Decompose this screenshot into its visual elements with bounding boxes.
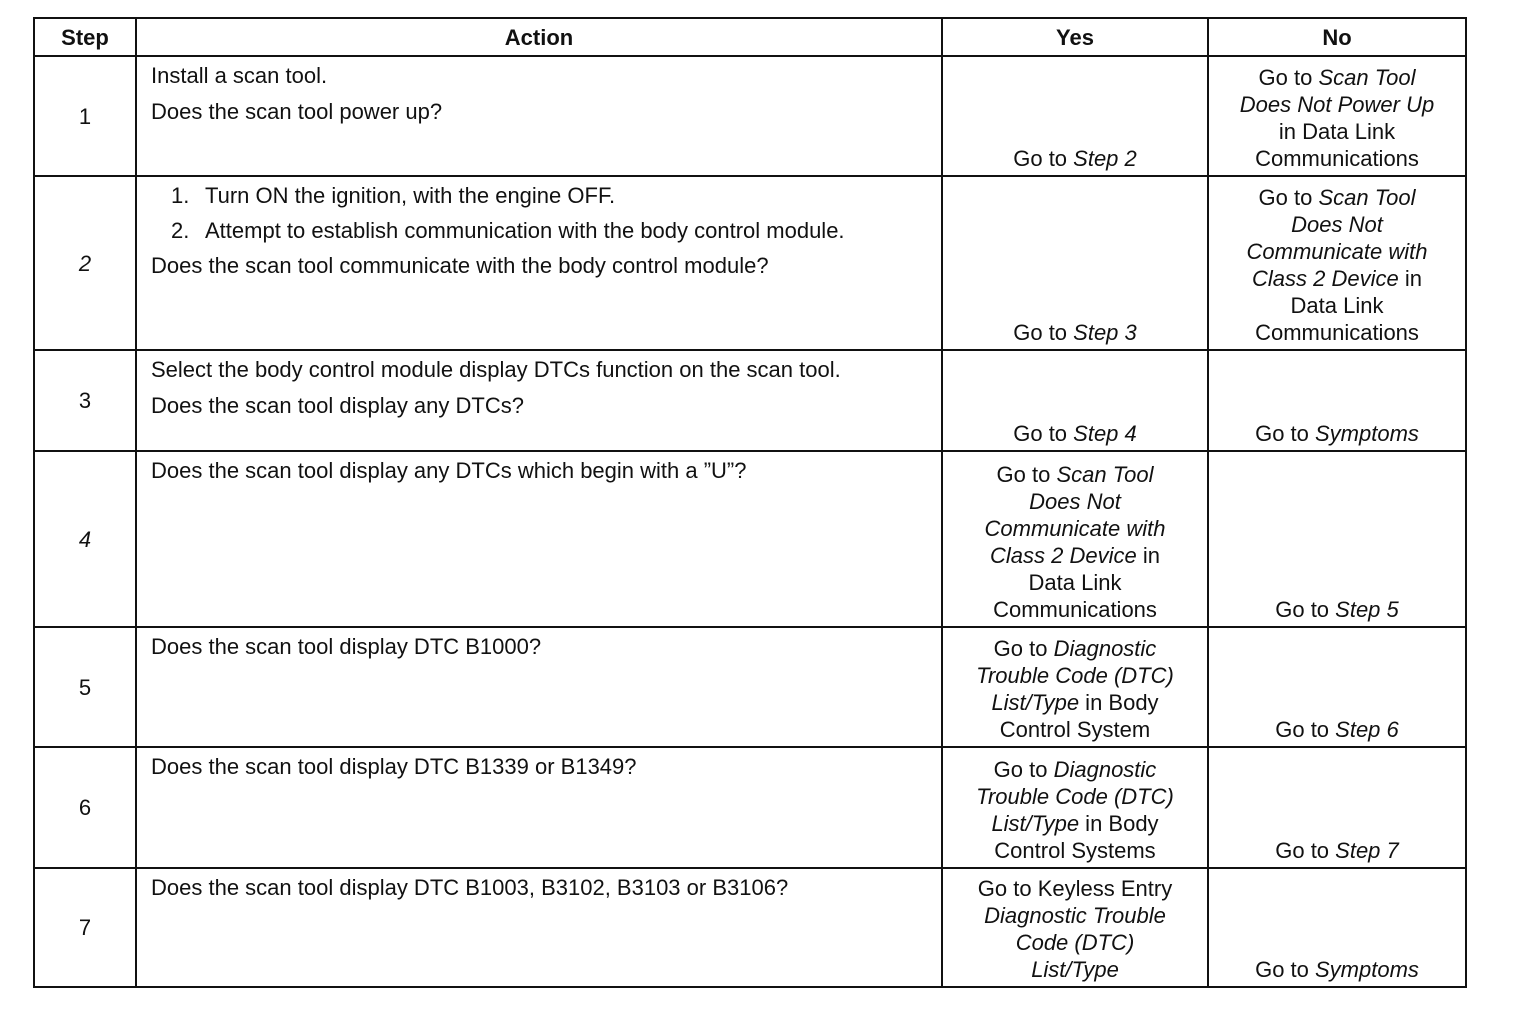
yes-cell [942, 56, 1208, 176]
action-text: Install a scan tool. [151, 63, 328, 88]
step-number: 7 [34, 868, 136, 987]
no-prefix: Go to [1275, 597, 1336, 622]
no-cell [1208, 627, 1466, 747]
no-link[interactable]: Scan Tool [1318, 185, 1416, 210]
yes-link-cont[interactable]: Trouble Code (DTC) [976, 663, 1174, 688]
diagnostic-table [33, 17, 1467, 988]
header-no: No [1208, 18, 1466, 56]
yes-cell [942, 350, 1208, 451]
no-prefix: Go to [1255, 957, 1315, 982]
yes-link[interactable]: Step 4 [1073, 421, 1137, 446]
yes-suffix: Data Link [1028, 570, 1122, 595]
no-link[interactable]: Step 5 [1335, 597, 1399, 622]
action-cell [136, 747, 942, 868]
table-row [34, 868, 1466, 987]
yes-cell [942, 627, 1208, 747]
no-link-cont[interactable]: Communicate with [1246, 239, 1428, 264]
no-link[interactable]: Symptoms [1315, 421, 1419, 446]
no-prefix: Go to [1255, 421, 1315, 446]
action-text: Select the body control module display DTCs function on the scan tool. [151, 357, 841, 382]
yes-link-cont[interactable]: Communicate with [984, 516, 1166, 541]
header-step: Step [34, 18, 136, 56]
step-number: 4 [34, 451, 136, 627]
yes-link-cont[interactable]: Code (DTC) [1015, 930, 1135, 955]
no-link[interactable]: Step 7 [1335, 838, 1399, 863]
no-link[interactable]: Step 6 [1335, 717, 1399, 742]
yes-link-cont[interactable]: List/Type [991, 811, 1080, 836]
yes-suffix: Control Systems [994, 838, 1156, 863]
step-number: 1 [34, 56, 136, 176]
step-number: 3 [34, 350, 136, 451]
action-list [151, 182, 929, 244]
table-row [34, 747, 1466, 868]
action-cell [136, 56, 942, 176]
no-cell [1208, 868, 1466, 987]
no-link-cont[interactable]: Class 2 Device [1252, 266, 1399, 291]
action-list-item: 1. Turn ON the ignition, with the engine OFF. [171, 183, 616, 208]
yes-link[interactable]: Step 2 [1073, 146, 1137, 171]
no-suffix: in Data Link [1278, 119, 1396, 144]
table-row [34, 350, 1466, 451]
action-question: Does the scan tool display DTC B1000? [151, 634, 542, 659]
no-prefix: Go to [1275, 838, 1336, 863]
header-yes: Yes [942, 18, 1208, 56]
no-prefix: Go to [1258, 185, 1319, 210]
yes-link-cont[interactable]: List/Type [991, 690, 1080, 715]
yes-cell [942, 747, 1208, 868]
yes-link-cont[interactable]: Trouble Code (DTC) [976, 784, 1174, 809]
yes-suffix: in Body [1079, 811, 1159, 836]
action-cell [136, 868, 942, 987]
no-cell [1208, 747, 1466, 868]
step-number: 2 [34, 176, 136, 350]
yes-suffix-2: Communications [993, 597, 1157, 622]
no-prefix: Go to [1275, 717, 1336, 742]
header-row [34, 18, 1466, 56]
yes-prefix: Go to Keyless Entry [977, 876, 1173, 901]
yes-prefix: Go to [1013, 421, 1074, 446]
no-link-cont[interactable]: Does Not [1291, 212, 1383, 237]
no-suffix: in [1398, 266, 1422, 291]
action-cell [136, 350, 942, 451]
no-cell [1208, 350, 1466, 451]
yes-cell [942, 451, 1208, 627]
yes-prefix: Go to [996, 462, 1057, 487]
action-question: Does the scan tool display any DTCs which begin with a ”U”? [151, 458, 747, 483]
action-cell [136, 627, 942, 747]
yes-link[interactable]: Diagnostic [1053, 636, 1157, 661]
table-row [34, 56, 1466, 176]
table-row [34, 451, 1466, 627]
no-link-cont[interactable]: Does Not Power Up [1239, 92, 1435, 117]
header-action: Action [136, 18, 942, 56]
yes-cell [942, 176, 1208, 350]
no-link[interactable]: Symptoms [1315, 957, 1419, 982]
no-cell [1208, 176, 1466, 350]
table-row [34, 627, 1466, 747]
no-prefix: Go to [1258, 65, 1319, 90]
action-question: Does the scan tool display any DTCs? [151, 393, 524, 418]
yes-prefix: Go to [1013, 320, 1074, 345]
yes-link-cont[interactable]: List/Type [1031, 957, 1119, 982]
no-suffix: Data Link [1290, 293, 1384, 318]
no-suffix-2: Communications [1255, 320, 1419, 345]
action-question: Does the scan tool display DTC B1339 or B1349? [151, 754, 637, 779]
step-number: 5 [34, 627, 136, 747]
yes-cell [942, 868, 1208, 987]
no-cell [1208, 56, 1466, 176]
action-question: Does the scan tool display DTC B1003, B3102, B3103 or B3106? [151, 875, 789, 900]
yes-link-cont[interactable]: Class 2 Device [990, 543, 1137, 568]
yes-prefix: Go to [993, 757, 1054, 782]
yes-prefix: Go to [993, 636, 1054, 661]
step-number: 6 [34, 747, 136, 868]
yes-link[interactable]: Diagnostic Trouble [984, 903, 1166, 928]
action-cell [136, 451, 942, 627]
action-question: Does the scan tool power up? [151, 99, 443, 124]
action-question: Does the scan tool communicate with the body control module? [151, 253, 769, 278]
action-list-item: 2. Attempt to establish communication with the body control module. [171, 218, 845, 243]
yes-suffix: in Body [1079, 690, 1159, 715]
action-cell [136, 176, 942, 350]
yes-suffix: Control System [999, 717, 1151, 742]
no-cell [1208, 451, 1466, 627]
no-suffix-2: Communications [1255, 146, 1419, 171]
yes-link[interactable]: Scan Tool [1056, 462, 1154, 487]
no-link[interactable]: Scan Tool [1318, 65, 1416, 90]
yes-link[interactable]: Diagnostic [1053, 757, 1157, 782]
yes-suffix: in [1136, 543, 1160, 568]
yes-link-cont[interactable]: Does Not [1029, 489, 1121, 514]
yes-prefix: Go to [1013, 146, 1074, 171]
yes-link[interactable]: Step 3 [1073, 320, 1137, 345]
table-row [34, 176, 1466, 350]
